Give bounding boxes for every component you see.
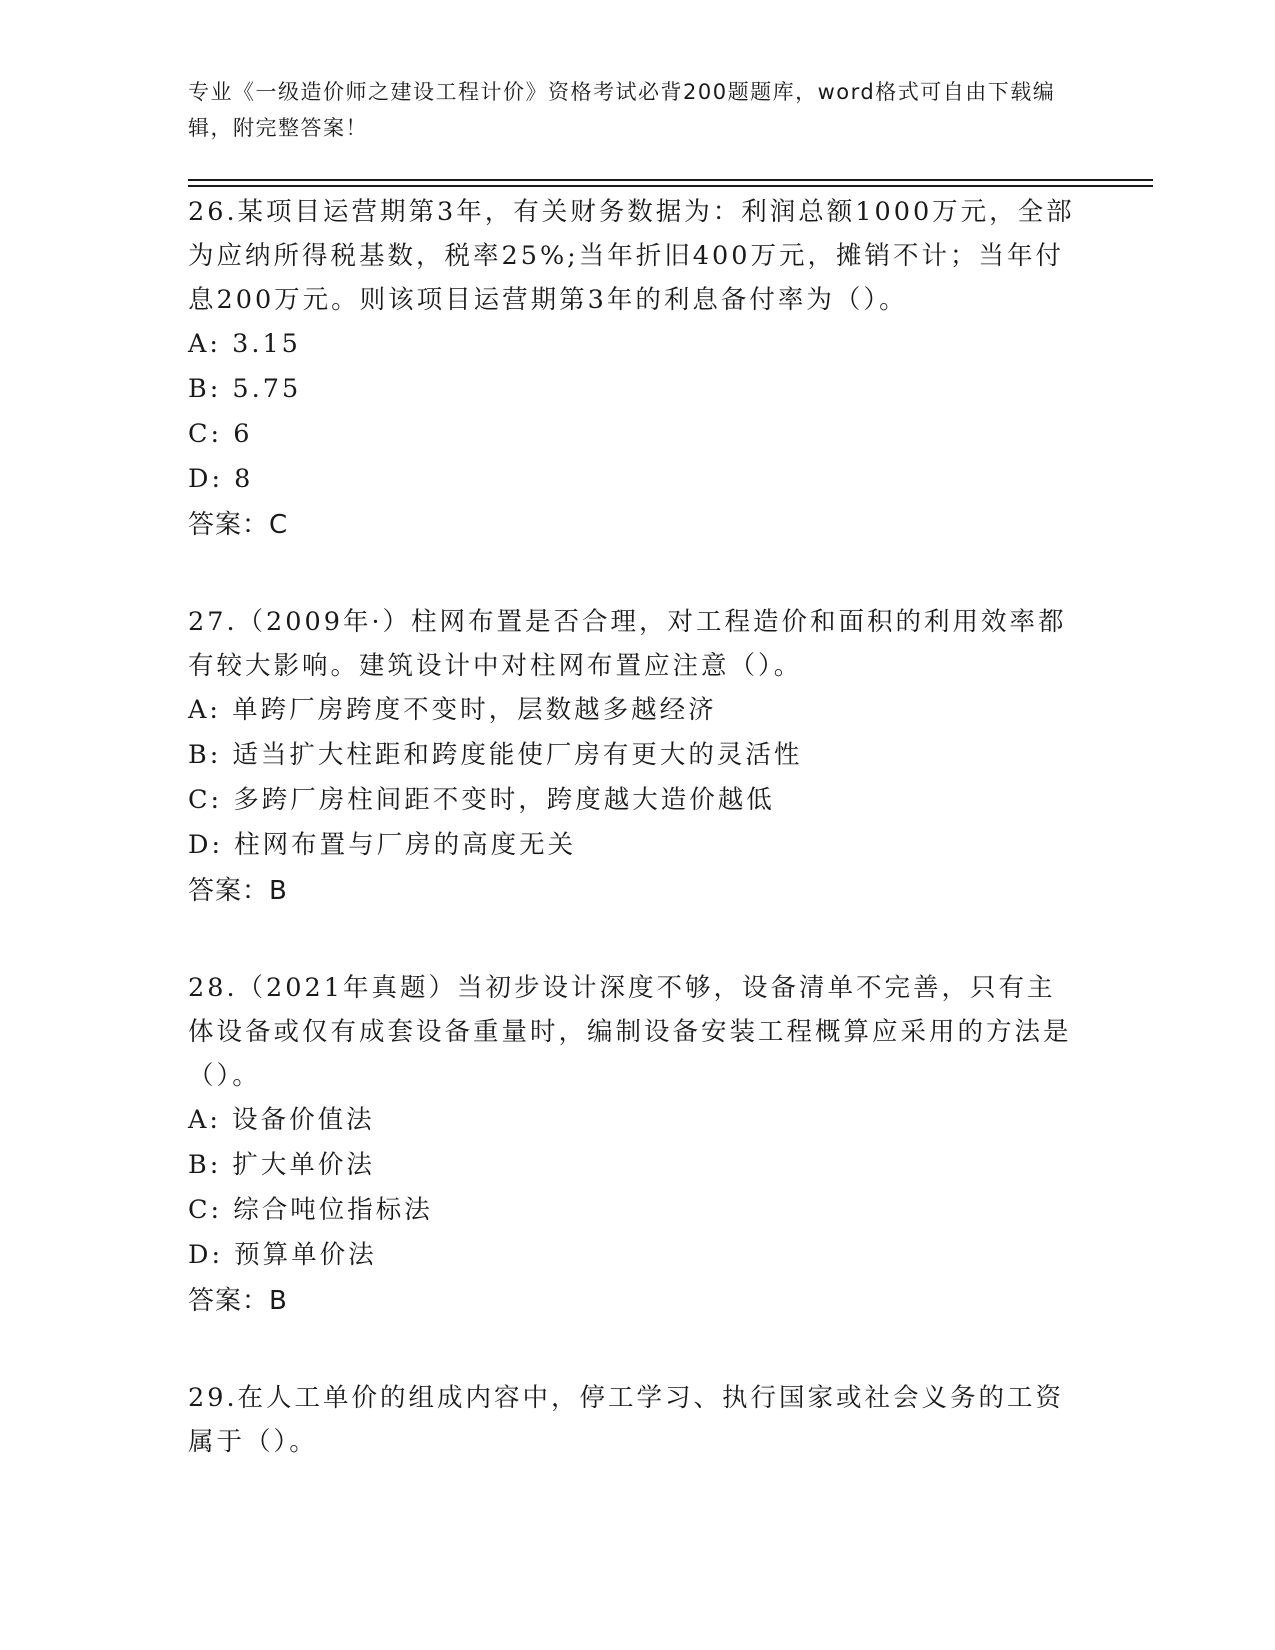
document-header: 专业《一级造价师之建设工程计价》资格考试必背200题题库，word格式可自由下载编辑，附完整答案！: [188, 80, 1056, 140]
option-b: B: 扩大单价法: [188, 1150, 375, 1180]
question-list: [188, 190, 1078, 1516]
header-rule-bottom: [188, 185, 1153, 187]
option-b: B: 适当扩大柱距和跨度能使厂房有更大的灵活性: [188, 740, 803, 770]
option-d: D: 8: [188, 464, 254, 494]
question-stem: 28.（2021年真题）当初步设计深度不够，设备清单不完善，只有主体设备或仅有成套设备重量时，编制设备安装工程概算应采用的方法是（）。: [188, 973, 1072, 1091]
option-c: C: 6: [188, 419, 253, 449]
answer-line: 答案：B: [188, 876, 288, 906]
question-stem: 26.某项目运营期第3年，有关财务数据为：利润总额1000万元，全部为应纳所得税基数，税率25%;当年折旧400万元，摊销不计；当年付息200万元。则该项目运营期第3年的利息备付率为（）。: [188, 197, 1075, 315]
option-a: A: 3.15: [188, 329, 301, 359]
option-d: D: 柱网布置与厂房的高度无关: [188, 830, 577, 860]
question-29: [188, 1376, 1078, 1464]
question-stem: 27.（2009年·）柱网布置是否合理，对工程造价和面积的利用效率都有较大影响。建筑设计中对柱网布置应注意（）。: [188, 607, 1067, 681]
option-c: C: 多跨厂房柱间距不变时，跨度越大造价越低: [188, 785, 775, 815]
option-c: C: 综合吨位指标法: [188, 1195, 433, 1225]
answer-line: 答案：C: [188, 510, 289, 540]
option-a: A: 单跨厂房跨度不变时，层数越多越经济: [188, 695, 717, 725]
question-28: [188, 966, 1078, 1324]
option-b: B: 5.75: [188, 374, 302, 404]
question-26: [188, 190, 1078, 548]
option-a: A: 设备价值法: [188, 1105, 375, 1135]
header-rule-top: [188, 179, 1153, 181]
answer-line: 答案：B: [188, 1286, 288, 1316]
question-27: [188, 600, 1078, 914]
question-stem: 29.在人工单价的组成内容中，停工学习、执行国家或社会义务的工资属于（）。: [188, 1383, 1065, 1457]
option-d: D: 预算单价法: [188, 1240, 377, 1270]
